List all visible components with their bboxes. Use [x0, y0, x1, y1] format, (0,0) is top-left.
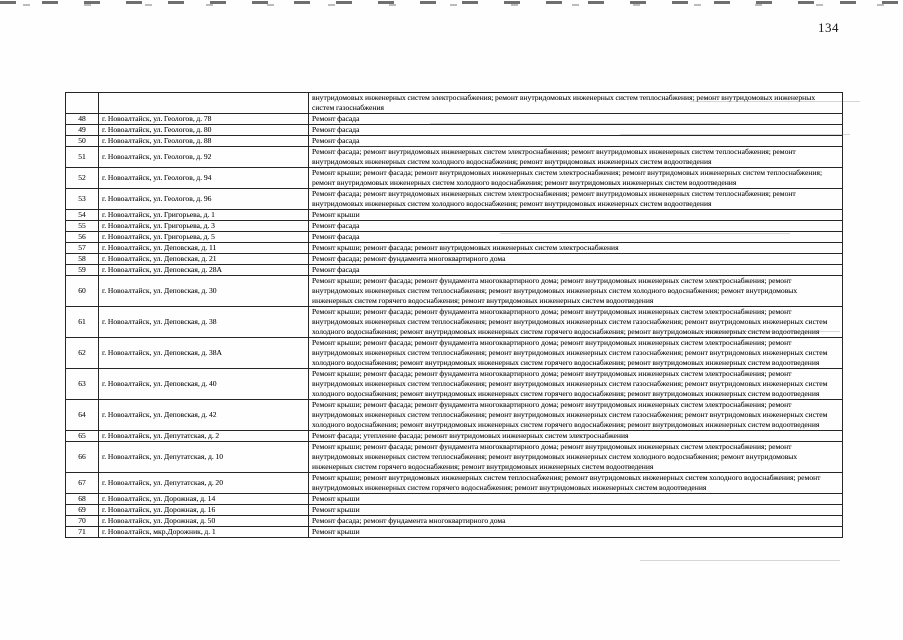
address-cell: г. Новоалтайск, ул. Геологов, д. 96 [99, 189, 309, 210]
row-number-cell: 68 [66, 494, 99, 505]
address-cell: г. Новоалтайск, ул. Геологов, д. 94 [99, 168, 309, 189]
table-row [66, 473, 843, 494]
works-cell: Ремонт крыши; ремонт фасада; ремонт фундамента многоквартирного дома; ремонт внутридомовых инженерных систем электроснабжения; ремонт внутридомовых инженерных систем теплоснабжения; ремонт внутридомовых инженерных систем газоснабжения; ремонт внутридомовых инженерных систем холодного водоснабжения; ремонт внутридомовых инженерных систем горячего водоснабжения; ремонт внутридомовых инженерных систем водоотведения [309, 400, 843, 431]
row-number-cell: 66 [66, 442, 99, 473]
table-row [66, 265, 843, 276]
works-cell: Ремонт крыши [309, 527, 843, 538]
address-cell: г. Новоалтайск, ул. Дорожная, д. 14 [99, 494, 309, 505]
works-cell: Ремонт фасада; утепление фасада; ремонт внутридомовых инженерных систем электроснабжения [309, 431, 843, 442]
row-number-cell: 62 [66, 338, 99, 369]
row-number-cell: 71 [66, 527, 99, 538]
table-row [66, 338, 843, 369]
works-cell: внутридомовых инженерных систем электроснабжения; ремонт внутридомовых инженерных систем теплоснабжения; ремонт внутридомовых инженерных систем газоснабжения [309, 93, 843, 114]
works-cell: Ремонт крыши; ремонт фасада; ремонт фундамента многоквартирного дома; ремонт внутридомовых инженерных систем электроснабжения; ремонт внутридомовых инженерных систем теплоснабжения; ремонт внутридомовых инженерных систем холодного водоснабжения; ремонт внутридомовых инженерных систем горячего водоснабжения; ремонт внутридомовых инженерных систем водоотведения [309, 276, 843, 307]
table-row [66, 516, 843, 527]
row-number-cell: 59 [66, 265, 99, 276]
table-row [66, 93, 843, 114]
table-row [66, 527, 843, 538]
works-cell: Ремонт фасада [309, 136, 843, 147]
scan-edge-artifact [0, 1, 903, 7]
address-cell: г. Новоалтайск, ул. Деповская, д. 21 [99, 254, 309, 265]
row-number-cell: 53 [66, 189, 99, 210]
row-number-cell [66, 93, 99, 114]
address-cell: г. Новоалтайск, ул. Депутатская, д. 2 [99, 431, 309, 442]
works-cell: Ремонт фасада [309, 232, 843, 243]
address-cell: г. Новоалтайск, ул. Григорьева, д. 5 [99, 232, 309, 243]
row-number-cell: 70 [66, 516, 99, 527]
table-row [66, 221, 843, 232]
address-cell: г. Новоалтайск, ул. Геологов, д. 92 [99, 147, 309, 168]
table-row [66, 400, 843, 431]
row-number-cell: 57 [66, 243, 99, 254]
address-cell: г. Новоалтайск, ул. Депутатская, д. 10 [99, 442, 309, 473]
address-cell: г. Новоалтайск, ул. Депутатская, д. 20 [99, 473, 309, 494]
works-cell: Ремонт фасада; ремонт фундамента многоквартирного дома [309, 516, 843, 527]
table-row [66, 136, 843, 147]
address-cell: г. Новоалтайск, ул. Григорьева, д. 3 [99, 221, 309, 232]
row-number-cell: 55 [66, 221, 99, 232]
address-cell: г. Новоалтайск, ул. Григорьева, д. 1 [99, 210, 309, 221]
row-number-cell: 69 [66, 505, 99, 516]
address-cell: г. Новоалтайск, ул. Деповская, д. 38А [99, 338, 309, 369]
table-row [66, 254, 843, 265]
address-cell: г. Новоалтайск, ул. Геологов, д. 88 [99, 136, 309, 147]
works-cell: Ремонт фасада; ремонт внутридомовых инженерных систем электроснабжения; ремонт внутридомовых инженерных систем теплоснабжения; ремонт внутридомовых инженерных систем холодного водоснабжения; ремонт внутридомовых инженерных систем водоотведения [309, 189, 843, 210]
table-row [66, 125, 843, 136]
address-cell: г. Новоалтайск, ул. Деповская, д. 40 [99, 369, 309, 400]
address-cell: г. Новоалтайск, ул. Деповская, д. 38 [99, 307, 309, 338]
works-cell: Ремонт фасада; ремонт внутридомовых инженерных систем электроснабжения; ремонт внутридомовых инженерных систем теплоснабжения; ремонт внутридомовых инженерных систем холодного водоснабжения; ремонт внутридомовых инженерных систем водоотведения [309, 147, 843, 168]
table-row [66, 369, 843, 400]
works-cell: Ремонт фасада; ремонт фундамента многоквартирного дома [309, 254, 843, 265]
row-number-cell: 58 [66, 254, 99, 265]
table-row [66, 232, 843, 243]
row-number-cell: 50 [66, 136, 99, 147]
row-number-cell: 65 [66, 431, 99, 442]
table-row [66, 307, 843, 338]
address-cell: г. Новоалтайск, ул. Дорожная, д. 50 [99, 516, 309, 527]
table-row [66, 442, 843, 473]
works-cell: Ремонт крыши; ремонт фасада; ремонт фундамента многоквартирного дома; ремонт внутридомовых инженерных систем электроснабжения; ремонт внутридомовых инженерных систем теплоснабжения; ремонт внутридомовых инженерных систем газоснабжения; ремонт внутридомовых инженерных систем холодного водоснабжения; ремонт внутридомовых инженерных систем горячего водоснабжения; ремонт внутридомовых инженерных систем водоотведения [309, 338, 843, 369]
table-row [66, 168, 843, 189]
works-cell: Ремонт фасада [309, 265, 843, 276]
address-cell: г. Новоалтайск, ул. Деповская, д. 30 [99, 276, 309, 307]
address-cell: г. Новоалтайск, мкр.Дорожник, д. 1 [99, 527, 309, 538]
row-number-cell: 60 [66, 276, 99, 307]
row-number-cell: 52 [66, 168, 99, 189]
table-row [66, 189, 843, 210]
table-row [66, 431, 843, 442]
works-cell: Ремонт крыши [309, 505, 843, 516]
works-cell: Ремонт крыши [309, 494, 843, 505]
address-cell: г. Новоалтайск, ул. Геологов, д. 80 [99, 125, 309, 136]
row-number-cell: 49 [66, 125, 99, 136]
table-row [66, 243, 843, 254]
row-number-cell: 63 [66, 369, 99, 400]
address-cell: г. Новоалтайск, ул. Деповская, д. 11 [99, 243, 309, 254]
address-cell: г. Новоалтайск, ул. Деповская, д. 42 [99, 400, 309, 431]
scan-streak-artifact [640, 560, 840, 561]
table-row [66, 494, 843, 505]
page-number: 134 [818, 20, 839, 35]
works-cell: Ремонт крыши; ремонт фасада; ремонт фундамента многоквартирного дома; ремонт внутридомовых инженерных систем электроснабжения; ремонт внутридомовых инженерных систем теплоснабжения; ремонт внутридомовых инженерных систем газоснабжения; ремонт внутридомовых инженерных систем холодного водоснабжения; ремонт внутридомовых инженерных систем горячего водоснабжения; ремонт внутридомовых инженерных систем водоотведения [309, 369, 843, 400]
table-row [66, 114, 843, 125]
table-row [66, 147, 843, 168]
works-cell: Ремонт фасада [309, 221, 843, 232]
works-cell: Ремонт крыши; ремонт фасада; ремонт внутридомовых инженерных систем электроснабжения [309, 243, 843, 254]
address-cell: г. Новоалтайск, ул. Дорожная, д. 16 [99, 505, 309, 516]
address-cell [99, 93, 309, 114]
address-cell: г. Новоалтайск, ул. Геологов, д. 78 [99, 114, 309, 125]
row-number-cell: 56 [66, 232, 99, 243]
row-number-cell: 48 [66, 114, 99, 125]
row-number-cell: 54 [66, 210, 99, 221]
works-cell: Ремонт крыши; ремонт фасада; ремонт фундамента многоквартирного дома; ремонт внутридомовых инженерных систем электроснабжения; ремонт внутридомовых инженерных систем теплоснабжения; ремонт внутридомовых инженерных систем холодного водоснабжения; ремонт внутридомовых инженерных систем горячего водоснабжения; ремонт внутридомовых инженерных систем водоотведения [309, 442, 843, 473]
table-row [66, 210, 843, 221]
works-cell: Ремонт фасада [309, 125, 843, 136]
works-cell: Ремонт крыши; ремонт фасада; ремонт фундамента многоквартирного дома; ремонт внутридомовых инженерных систем электроснабжения; ремонт внутридомовых инженерных систем теплоснабжения; ремонт внутридомовых инженерных систем газоснабжения; ремонт внутридомовых инженерных систем холодного водоснабжения; ремонт внутридомовых инженерных систем горячего водоснабжения; ремонт внутридомовых инженерных систем водоотведения [309, 307, 843, 338]
table-row [66, 505, 843, 516]
row-number-cell: 67 [66, 473, 99, 494]
works-cell: Ремонт фасада [309, 114, 843, 125]
table-row [66, 276, 843, 307]
address-cell: г. Новоалтайск, ул. Деповская, д. 28А [99, 265, 309, 276]
repairs-table [65, 92, 843, 538]
row-number-cell: 64 [66, 400, 99, 431]
works-cell: Ремонт крыши; ремонт внутридомовых инженерных систем теплоснабжения; ремонт внутридомовых инженерных систем холодного водоснабжения; ремонт внутридомовых инженерных систем горячего водоснабжения; ремонт внутридомовых инженерных систем водоотведения [309, 473, 843, 494]
row-number-cell: 61 [66, 307, 99, 338]
row-number-cell: 51 [66, 147, 99, 168]
works-cell: Ремонт крыши [309, 210, 843, 221]
works-cell: Ремонт крыши; ремонт фасада; ремонт внутридомовых инженерных систем электроснабжения; ремонт внутридомовых инженерных систем теплоснабжения; ремонт внутридомовых инженерных систем холодного водоснабжения; ремонт внутридомовых инженерных систем водоотведения [309, 168, 843, 189]
